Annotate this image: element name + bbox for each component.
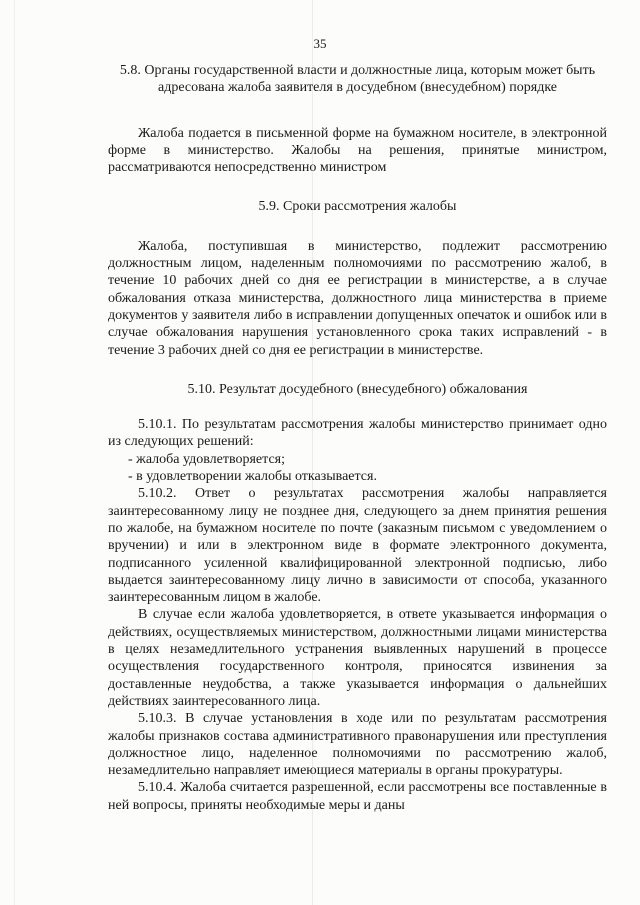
list-item: - в удовлетворении жалобы отказывается. <box>128 469 377 485</box>
paragraph-5-10-2-cont: В случае если жалоба удовлетворяется, в ответе указывается информация о действиях, осуществляемых министерством, должностными лицами министерства в целях незамедлительного устранения выявленных нарушений в процессе осуществления государственного контроля, приносятся извинения за доставленные неудобства, а также указывается информация о дальнейших действиях заинтересованного лица. <box>108 607 607 709</box>
list-item: - жалоба удовлетворяется; <box>128 451 285 467</box>
paragraph: Жалоба подается в письменной форме на бумажном носителе, в электронной форме в министерство. Жалобы на решения, принятые министром, рассматриваются непосредственно министром <box>108 125 607 176</box>
section-heading-5-10: 5.10. Результат досудебного (внесудебного) обжалования <box>187 381 528 397</box>
page-number: 35 <box>313 36 327 51</box>
paragraph-5-10-2: 5.10.2. Ответ о результатах рассмотрения жалобы направляется заинтересованному лицу не позднее дня, следующего за днем принятия решения по жалобе, на бумажном носителе по почте (заказным письмом с уведомлением о вручении) и или в электронном виде в формате электронного документа, подписанного усиленной квалифицированной электронной подписью, либо выдается заинтересованному лицу лично в зависимости от способа, указанного заинтересованным лицом в жалобе. <box>108 486 607 606</box>
paragraph-5-10-1: 5.10.1. По результатам рассмотрения жалобы министерство принимает одно из следующих решений: <box>108 417 607 450</box>
paragraph: Жалоба, поступившая в министерство, подлежит рассмотрению должностным лицом, наделенным полномочиями по рассмотрению жалоб, в течение 10 рабочих дней со дня ее регистрации в министерстве, а в случае обжалования отказа министерства, должностного лица министерства в приеме документов у заявителя либо в исправлении допущенных опечаток и ошибок или в случае обжалования нарушения установленного срока таких исправлений - в течение 3 рабочих дней со дня ее регистрации в министерстве. <box>108 238 607 358</box>
paragraph-5-10-4: 5.10.4. Жалоба считается разрешенной, если рассмотрены все поставленные в ней вопросы, приняты необходимые меры и даны <box>108 780 607 813</box>
section-heading-5-9: 5.9. Сроки рассмотрения жалобы <box>258 199 457 215</box>
scan-edge-line <box>14 0 15 905</box>
document-body <box>108 62 607 814</box>
paragraph-5-10-3: 5.10.3. В случае установления в ходе или по результатам рассмотрения жалобы признаков состава административного правонарушения или преступления должностное лицо, наделенное полномочиями по рассмотрению жалоб, незамедлительно направляет имеющиеся материалы в органы прокуратуры. <box>108 711 607 779</box>
section-heading-5-8: 5.8. Органы государственной власти и должностные лица, которым может быть адресована жалоба заявителя в досудебном (внесудебном) порядке <box>119 63 596 96</box>
